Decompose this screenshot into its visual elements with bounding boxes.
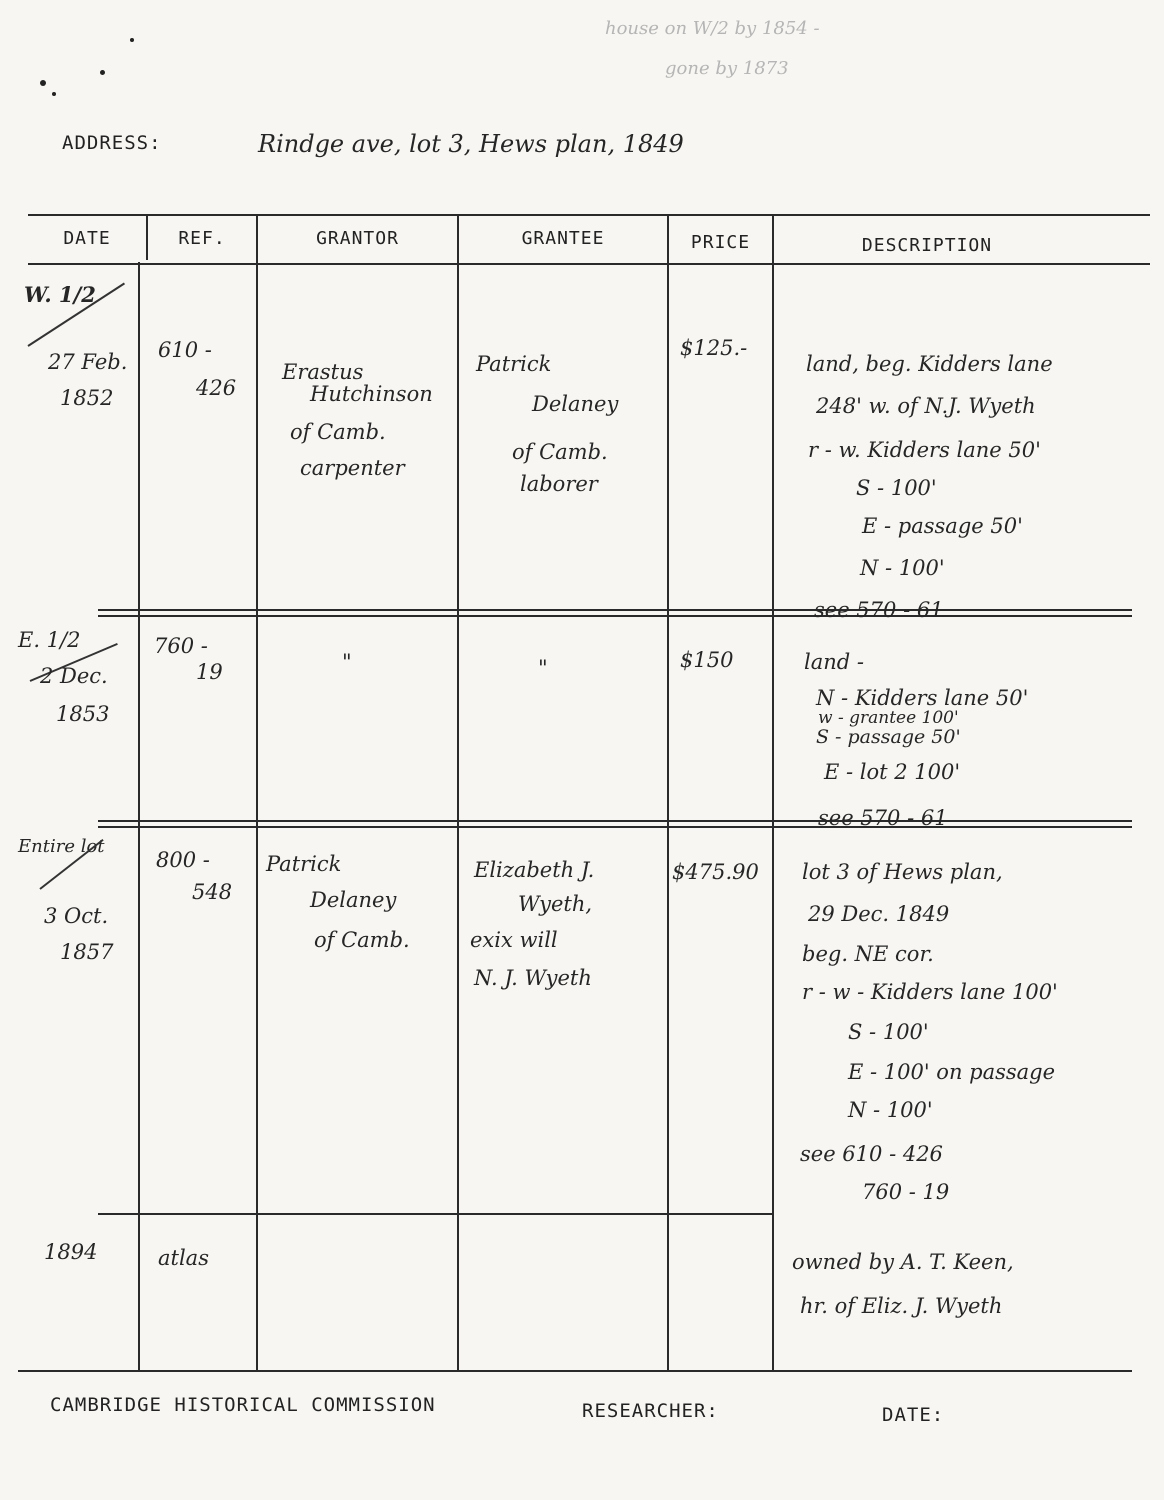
- entry-grantor-line: carpenter: [300, 456, 405, 480]
- entry-date-year: 1852: [60, 386, 114, 410]
- entry-description-line: S - passage 50': [816, 726, 961, 748]
- ink-speck: [52, 92, 56, 96]
- entry-grantee-line: Elizabeth J.: [474, 858, 595, 882]
- entry-grantee-line: Patrick: [476, 352, 552, 376]
- entry-ref-1: 800 -: [156, 848, 210, 872]
- entry-description-line: beg. NE cor.: [802, 942, 934, 966]
- row-separator: [98, 1213, 772, 1215]
- entry-date-day: 3 Oct.: [44, 904, 109, 928]
- entry-price: $475.90: [672, 860, 759, 884]
- column-divider: [667, 214, 669, 1370]
- column-header-description: DESCRIPTION: [861, 235, 993, 256]
- column-header-grantor: GRANTOR: [316, 228, 399, 249]
- entry-ref-1: 760 -: [154, 634, 208, 658]
- table-top-rule: [28, 214, 1150, 216]
- entry-description-line: w - grantee 100': [818, 708, 959, 728]
- entry-description-line: r - w. Kidders lane 50': [808, 438, 1041, 462]
- entry-description-line: lot 3 of Hews plan,: [802, 860, 1003, 884]
- entry-description-line: 29 Dec. 1849: [808, 902, 950, 926]
- entry-grantee-line: of Camb.: [512, 440, 608, 464]
- entry-grantor-line: Delaney: [310, 888, 397, 912]
- column-divider: [138, 262, 140, 1370]
- entry-description-line: see 570 - 61: [814, 598, 944, 622]
- column-divider: [457, 214, 459, 1370]
- entry-date-day: 2 Dec.: [40, 664, 108, 688]
- entry-grantor-line: Erastus: [282, 360, 364, 384]
- footer-researcher-label: RESEARCHER:: [582, 1400, 719, 1422]
- entry-portion: Entire lot: [18, 836, 105, 857]
- entry-price: $150: [680, 648, 734, 672]
- entry-grantee-line: Delaney: [532, 392, 619, 416]
- entry-description-line: r - w - Kidders lane 100': [802, 980, 1058, 1004]
- entry-date-day: 27 Feb.: [48, 350, 128, 374]
- entry-ref-2: 19: [196, 660, 223, 684]
- entry-description-line: S - 100': [848, 1020, 929, 1044]
- column-divider: [256, 214, 258, 1370]
- entry-description-line: land, beg. Kidders lane: [806, 352, 1053, 376]
- entry-ref-1: atlas: [158, 1246, 209, 1270]
- address-value: Rindge ave, lot 3, Hews plan, 1849: [258, 130, 684, 158]
- footer-commission: CAMBRIDGE HISTORICAL COMMISSION: [50, 1394, 436, 1416]
- entry-description-line: E - 100' on passage: [848, 1060, 1056, 1084]
- entry-grantor-line: Hutchinson: [310, 382, 433, 406]
- entry-description-line: 760 - 19: [862, 1180, 950, 1204]
- entry-grantee-line: laborer: [520, 472, 598, 496]
- entry-description-line: owned by A. T. Keen,: [792, 1250, 1014, 1274]
- address-label: ADDRESS:: [62, 132, 162, 154]
- entry-grantor-line: ": [342, 650, 352, 674]
- entry-date-year: 1894: [44, 1240, 98, 1264]
- column-divider: [772, 214, 774, 1370]
- entry-description-line: E - lot 2 100': [824, 760, 961, 784]
- entry-grantee-line: exix will: [470, 928, 558, 952]
- top-note-line2: gone by 1873: [665, 58, 789, 79]
- entry-portion: E. 1/2: [18, 628, 81, 652]
- entry-grantor-line: Patrick: [266, 852, 342, 876]
- entry-description-line: S - 100': [856, 476, 937, 500]
- ink-speck: [40, 80, 46, 86]
- entry-grantor-line: of Camb.: [290, 420, 386, 444]
- ink-speck: [130, 38, 134, 42]
- entry-description-line: hr. of Eliz. J. Wyeth: [800, 1294, 1003, 1318]
- row-separator: [98, 820, 1132, 822]
- column-header-date: DATE: [63, 228, 111, 249]
- entry-date-year: 1853: [56, 702, 110, 726]
- footer-date-label: DATE:: [882, 1404, 945, 1426]
- entry-ref-1: 610 -: [158, 338, 212, 362]
- entry-grantee-line: ": [538, 656, 548, 680]
- top-note-line1: house on W/2 by 1854 -: [605, 18, 820, 39]
- entry-portion: W. 1/2: [24, 282, 96, 307]
- entry-description-line: E - passage 50': [862, 514, 1023, 538]
- row-separator: [98, 615, 1132, 617]
- entry-price: $125.-: [680, 336, 748, 360]
- column-header-grantee: GRANTEE: [521, 228, 605, 249]
- entry-ref-2: 426: [196, 376, 237, 400]
- entry-date-year: 1857: [60, 940, 114, 964]
- entry-description-line: N - Kidders lane 50': [816, 686, 1029, 710]
- entry-description-line: N - 100': [848, 1098, 933, 1122]
- row-separator: [98, 826, 1132, 828]
- entry-description-line: N - 100': [860, 556, 945, 580]
- entry-grantee-line: N. J. Wyeth: [474, 966, 592, 990]
- ink-speck: [100, 70, 105, 75]
- column-header-price: PRICE: [690, 232, 751, 253]
- entry-grantor-line: of Camb.: [314, 928, 410, 952]
- header-bottom-rule: [28, 263, 1150, 265]
- entry-ref-2: 548: [192, 880, 233, 904]
- entry-description-line: 248' w. of N.J. Wyeth: [816, 394, 1036, 418]
- column-header-ref: REF.: [178, 228, 226, 249]
- row-separator: [98, 609, 1132, 611]
- entry-description-line: see 570 - 61: [818, 806, 948, 830]
- entry-description-line: land -: [804, 650, 864, 674]
- entry-description-line: see 610 - 426: [800, 1142, 943, 1166]
- table-bottom-rule: [18, 1370, 1132, 1372]
- entry-grantee-line: Wyeth,: [518, 892, 593, 916]
